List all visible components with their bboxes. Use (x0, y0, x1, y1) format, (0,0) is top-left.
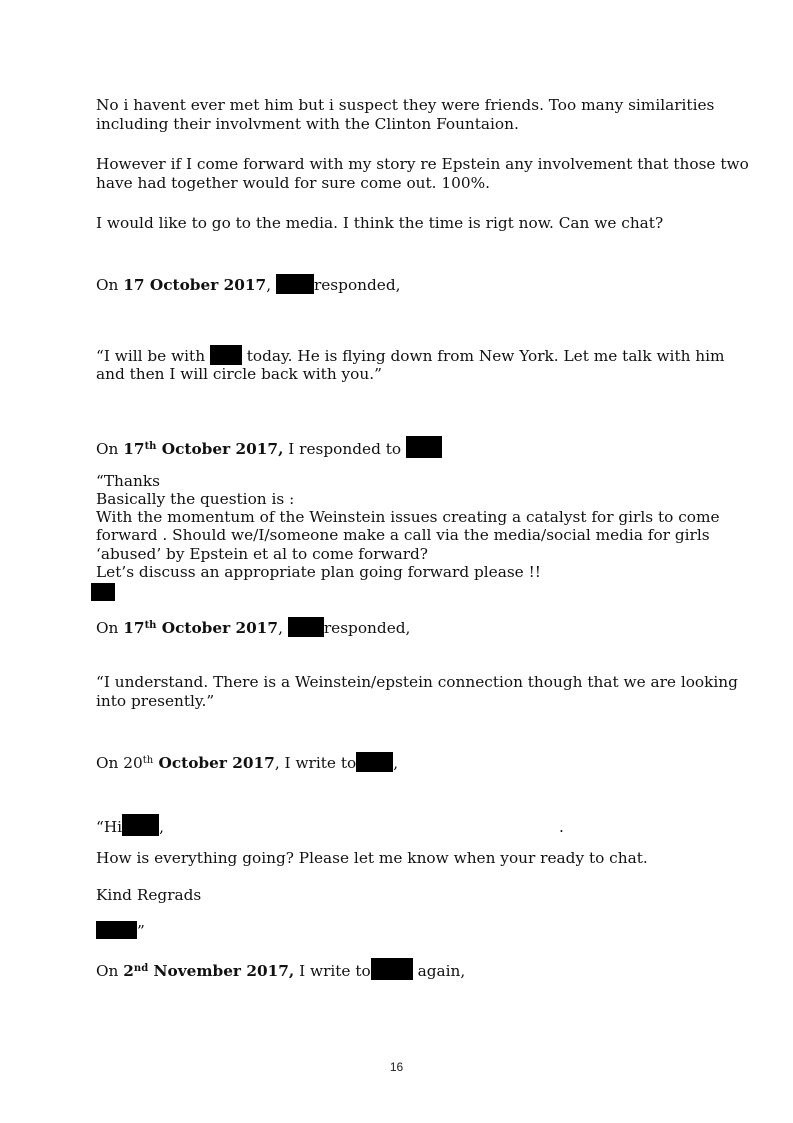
letter-signoff: Kind Regrads (96, 886, 202, 904)
redaction-box (356, 752, 393, 772)
entry-date: 17 October 2017 (123, 276, 267, 294)
entry-heading: On 17th October 2017, responded, (96, 619, 411, 637)
letter-body: How is everything going? Please let me know when your ready to chat. (96, 849, 648, 867)
stray-period: . (559, 818, 564, 836)
redaction-box (288, 617, 324, 637)
entry-heading: On 17 October 2017, responded, (96, 276, 401, 294)
quote-line: “I understand. There is a Weinstein/epstein connection though that we are looking (96, 673, 738, 691)
quote-line: into presently.” (96, 692, 215, 710)
redaction-box (96, 921, 137, 939)
page-number: 16 (389, 1060, 404, 1074)
quote-line: With the momentum of the Weinstein issues creating a catalyst for girls to come (96, 508, 720, 526)
quote-line: “Hi , (96, 814, 164, 837)
paragraph-line: have had together would for sure come out. 100%. (96, 174, 490, 192)
paragraph-line: including their involvment with the Clinton Fountaion. (96, 115, 519, 133)
redaction-box (276, 274, 314, 294)
paragraph-line: I would like to go to the media. I think the time is rigt now. Can we chat? (96, 214, 664, 232)
redaction-box (371, 958, 413, 980)
entry-heading: On 2nd November 2017, I write to again, (96, 958, 465, 981)
quote-line: Let’s discuss an appropriate plan going forward please !! (96, 563, 541, 581)
entry-heading: On 20th October 2017, I write to , (96, 754, 399, 772)
entry-heading: On 17th October 2017, I responded to (96, 436, 442, 459)
quote-line: forward . Should we/I/someone make a call via the media/social media for girls (96, 526, 710, 544)
quote-line: ‘abused’ by Epstein et al to come forward? (96, 545, 429, 563)
quote-line: “Thanks (96, 472, 160, 490)
paragraph-line: No i havent ever met him but i suspect they were friends. Too many similarities (96, 96, 715, 114)
redaction-box (406, 436, 442, 458)
quote-line: “I will be with today. He is flying down from New York. Let me talk with him (96, 347, 725, 365)
paragraph-line: However if I come forward with my story re Epstein any involvement that those two (96, 155, 749, 173)
redaction-box (91, 583, 115, 601)
redaction-box (122, 814, 159, 836)
quote-line: and then I will circle back with you.” (96, 365, 382, 383)
redaction-box (210, 345, 242, 365)
quote-line: Basically the question is : (96, 490, 295, 508)
letter-signature: ” (96, 921, 145, 941)
